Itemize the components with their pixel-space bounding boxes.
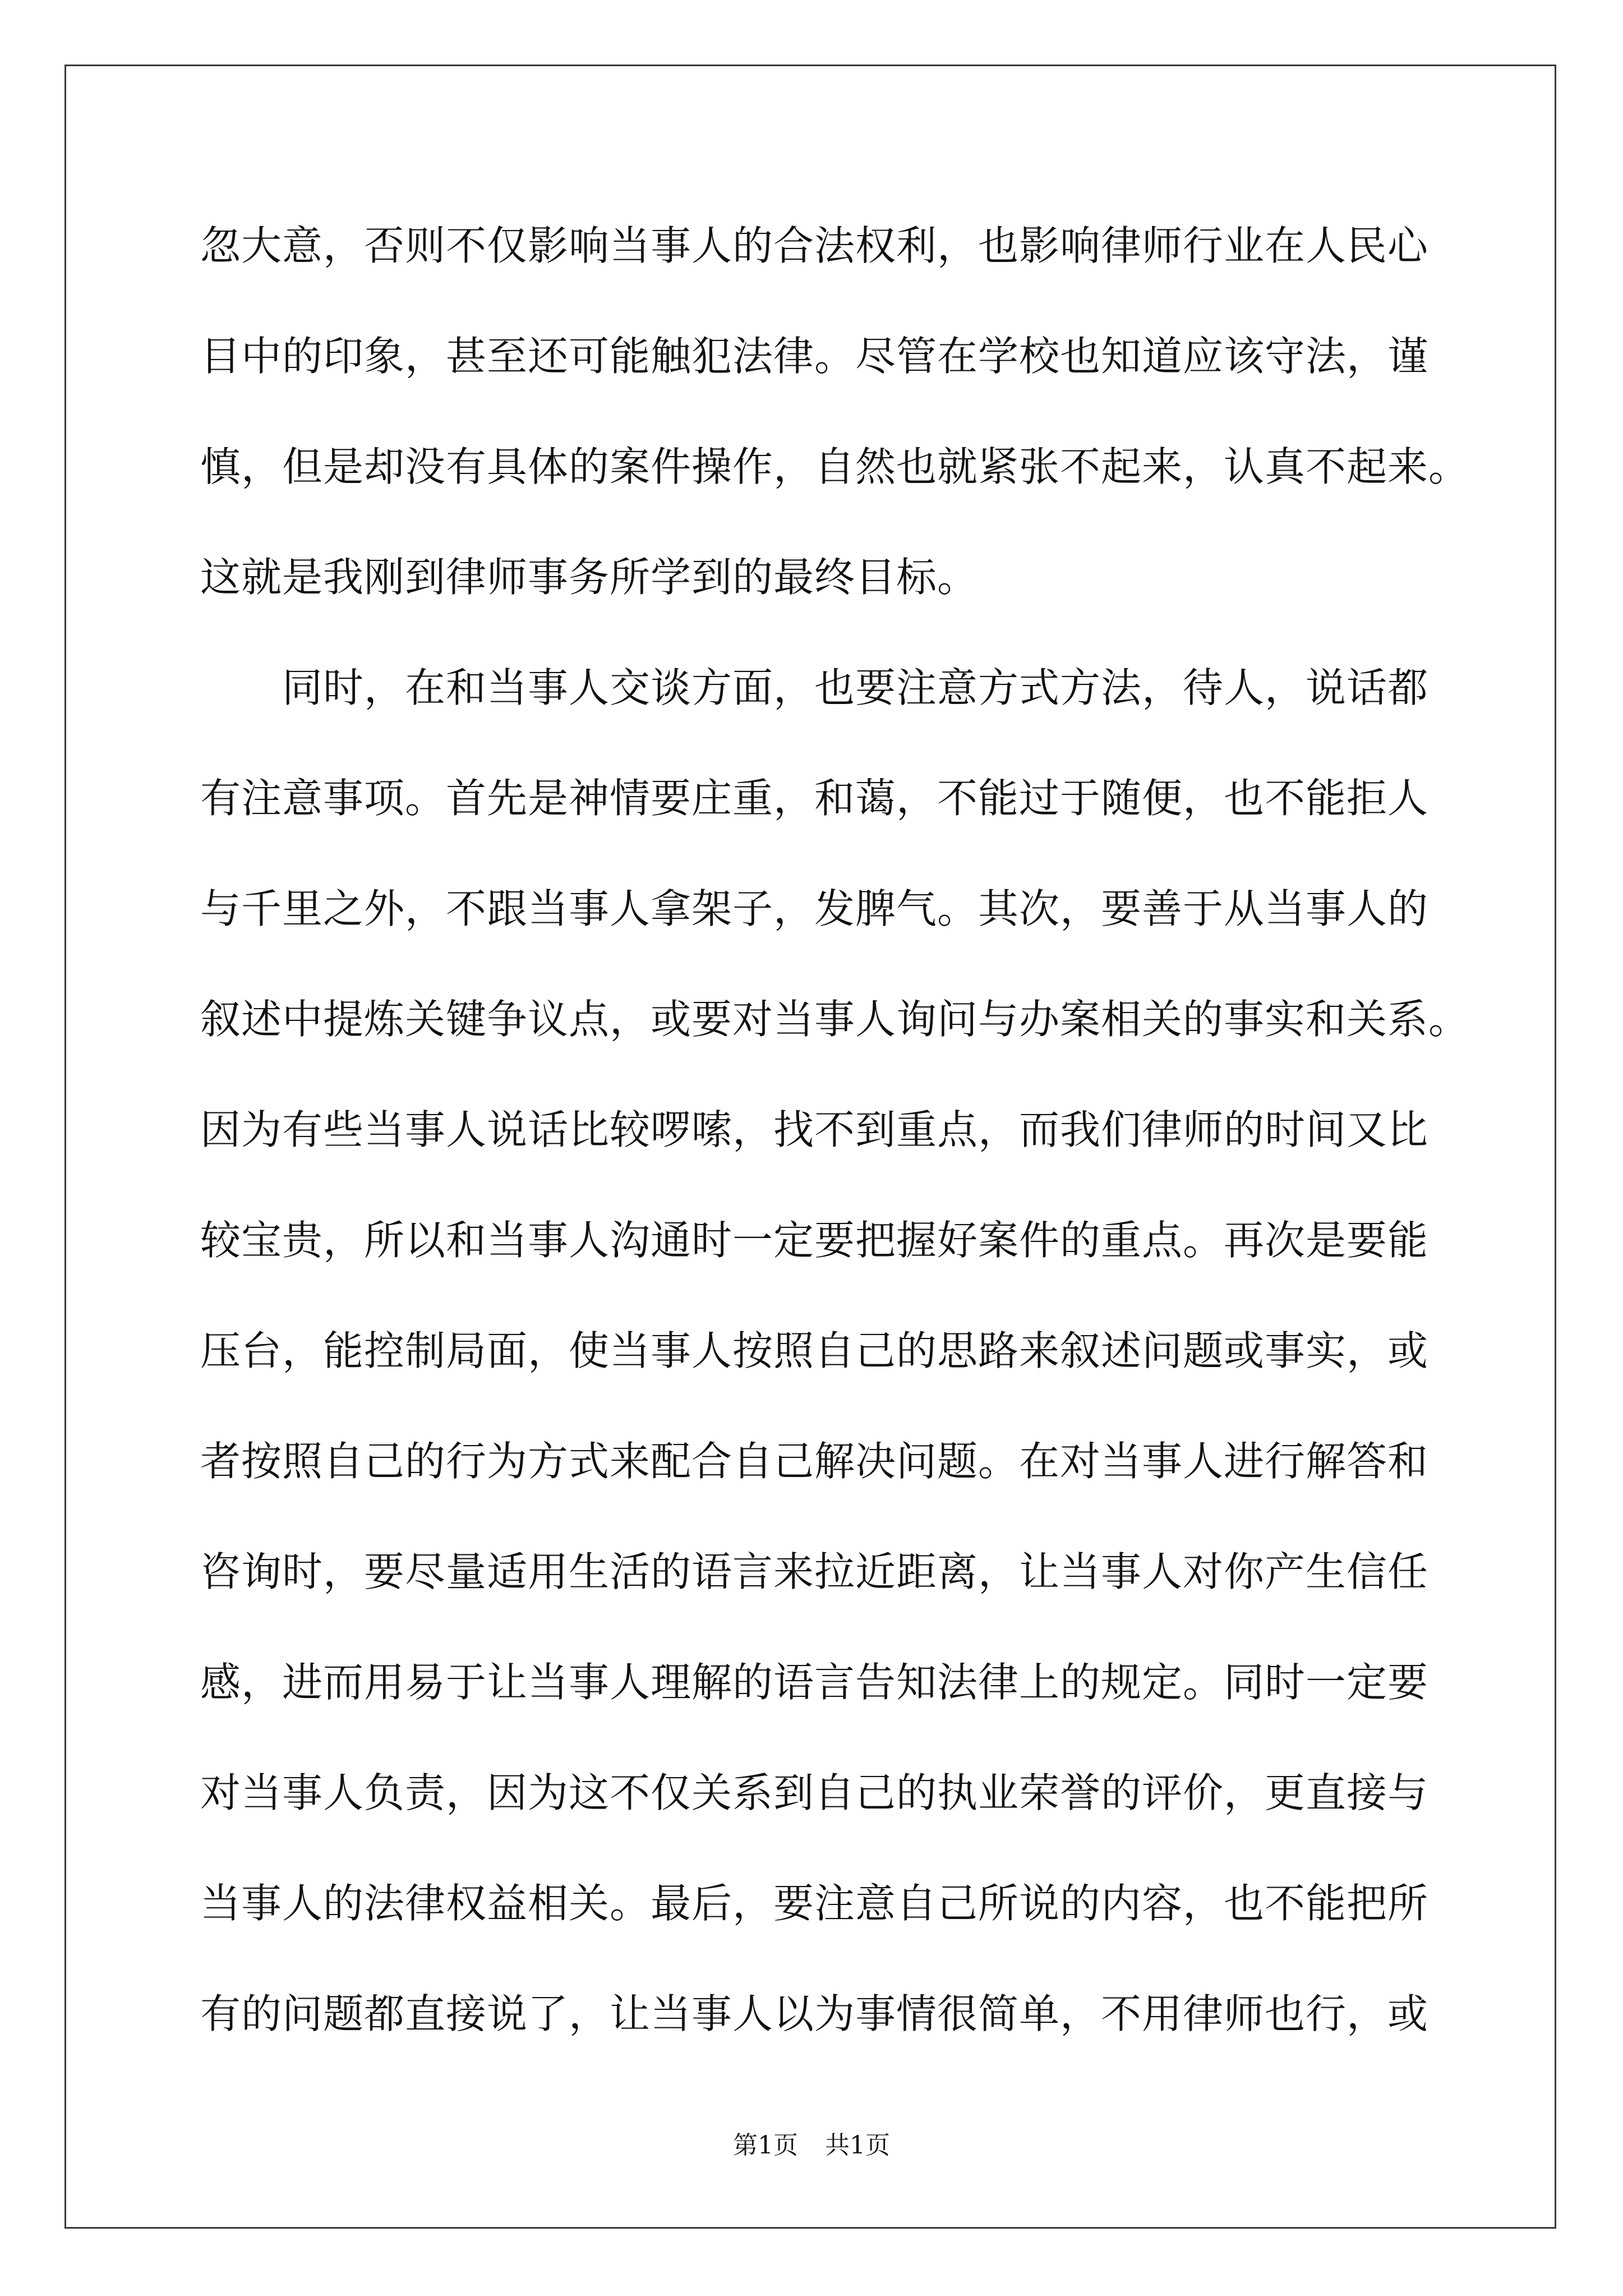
text-line: 者按照自己的行为方式来配合自己解决问题。在对当事人进行解答和: [200, 1438, 1429, 1485]
text-line: 感，进而用易于让当事人理解的语言告知法律上的规定。同时一定要: [200, 1659, 1429, 1706]
text-line: 忽大意，否则不仅影响当事人的合法权利，也影响律师行业在人民心: [200, 222, 1429, 269]
text-line: 这就是我刚到律师事务所学到的最终目标。: [200, 554, 979, 601]
page-footer: [0, 2129, 1623, 2162]
text-line: 压台，能控制局面，使当事人按照自己的思路来叙述问题或事实，或: [200, 1327, 1429, 1374]
text-line: 因为有些当事人说话比较啰嗦，找不到重点，而我们律师的时间又比: [200, 1106, 1429, 1153]
paragraph-start-line: 同时，在和当事人交谈方面，也要注意方式方法，待人，说话都: [282, 664, 1429, 711]
text-line: 有的问题都直接说了，让当事人以为事情很简单，不用律师也行，或: [200, 1990, 1429, 2037]
text-line: 对当事人负责，因为这不仅关系到自己的执业荣誉的评价，更直接与: [200, 1769, 1429, 1816]
page-number-current: 第1页: [733, 2131, 798, 2160]
document-body: [200, 209, 1470, 2088]
text-line: 咨询时，要尽量适用生活的语言来拉近距离，让当事人对你产生信任: [200, 1548, 1429, 1595]
text-line: 目中的印象，甚至还可能触犯法律。尽管在学校也知道应该守法，谨: [200, 333, 1429, 380]
text-line: 慎，但是却没有具体的案件操作，自然也就紧张不起来，认真不起来。: [200, 443, 1470, 490]
text-line: 较宝贵，所以和当事人沟通时一定要把握好案件的重点。再次是要能: [200, 1217, 1429, 1264]
text-line: 有注意事项。首先是神情要庄重，和蔼，不能过于随便，也不能拒人: [200, 775, 1429, 822]
page-number-total: 共1页: [825, 2131, 890, 2160]
text-line: 与千里之外，不跟当事人拿架子，发脾气。其次，要善于从当事人的: [200, 885, 1429, 932]
text-line: 叙述中提炼关键争议点，或要对当事人询问与办案相关的事实和关系。: [200, 996, 1470, 1043]
text-line: 当事人的法律权益相关。最后，要注意自己所说的内容，也不能把所: [200, 1880, 1429, 1927]
